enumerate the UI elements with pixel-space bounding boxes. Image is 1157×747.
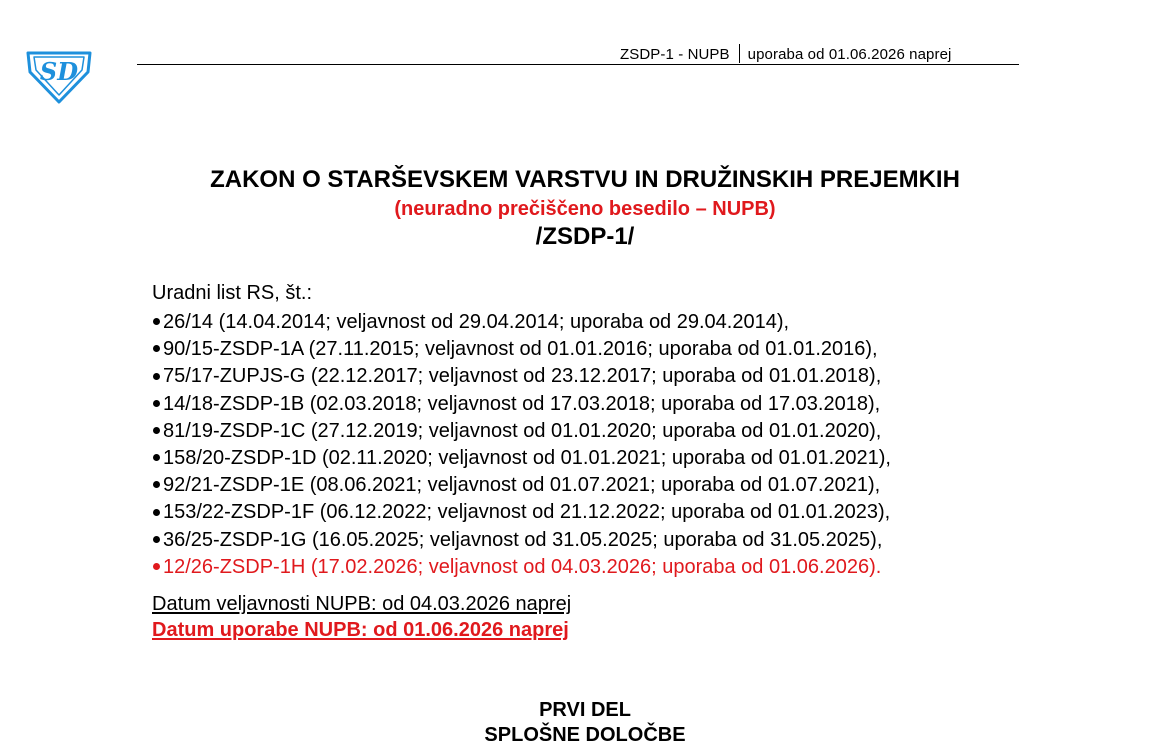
gazette-entry: 26/14 (14.04.2014; veljavnost od 29.04.2014; uporaba od 29.04.2014), [152, 309, 891, 336]
gazette-entry: 153/22-ZSDP-1F (06.12.2022; veljavnost od 21.12.2022; uporaba od 01.01.2023), [152, 499, 891, 526]
bullet-icon [153, 318, 160, 325]
header-separator [739, 44, 740, 63]
header-usage-note: uporaba od 01.06.2026 naprej [747, 46, 952, 63]
bullet-icon [153, 427, 160, 434]
gazette-entry-latest: 12/26-ZSDP-1H (17.02.2026; veljavnost od 04.03.2026; uporaba od 01.06.2026). [152, 554, 891, 581]
gazette-entry: 81/19-ZSDP-1C (27.12.2019; veljavnost od 01.01.2020; uporaba od 01.01.2020), [152, 418, 891, 445]
gazette-entries-list [152, 309, 891, 581]
law-abbreviation: /ZSDP-1/ [535, 223, 635, 250]
law-title: ZAKON O STARŠEVSKEM VARSTVU IN DRUŽINSKIH PREJEMKIH [210, 166, 960, 193]
validity-date: Datum veljavnosti NUPB: od 04.03.2026 naprej [152, 593, 572, 615]
svg-text:SD: SD [39, 57, 79, 86]
part-title: PRVI DEL [539, 699, 631, 721]
bullet-icon [153, 536, 160, 543]
law-subtitle: (neuradno prečiščeno besedilo – NUPB) [394, 198, 776, 220]
sd-shield-logo [22, 48, 96, 104]
bullet-icon [153, 345, 160, 352]
bullet-icon [153, 563, 160, 570]
bullet-icon [153, 454, 160, 461]
running-header [620, 44, 951, 63]
header-doc-code: ZSDP-1 - NUPB [620, 46, 730, 63]
gazette-label: Uradni list RS, št.: [152, 282, 313, 304]
gazette-entry: 90/15-ZSDP-1A (27.11.2015; veljavnost od 01.01.2016; uporaba od 01.01.2016), [152, 336, 891, 363]
gazette-entry: 92/21-ZSDP-1E (08.06.2021; veljavnost od 01.07.2021; uporaba od 01.07.2021), [152, 472, 891, 499]
header-rule [137, 64, 1019, 65]
bullet-icon [153, 481, 160, 488]
bullet-icon [153, 400, 160, 407]
bullet-icon [153, 373, 160, 380]
part-subtitle: SPLOŠNE DOLOČBE [484, 724, 686, 746]
bullet-icon [153, 509, 160, 516]
gazette-entry: 36/25-ZSDP-1G (16.05.2025; veljavnost od 31.05.2025; uporaba od 31.05.2025), [152, 527, 891, 554]
gazette-entry: 14/18-ZSDP-1B (02.03.2018; veljavnost od 17.03.2018; uporaba od 17.03.2018), [152, 391, 891, 418]
gazette-entry: 158/20-ZSDP-1D (02.11.2020; veljavnost od 01.01.2021; uporaba od 01.01.2021), [152, 445, 891, 472]
gazette-entry: 75/17-ZUPJS-G (22.12.2017; veljavnost od 23.12.2017; uporaba od 01.01.2018), [152, 363, 891, 390]
application-date: Datum uporabe NUPB: od 01.06.2026 naprej [152, 619, 569, 641]
